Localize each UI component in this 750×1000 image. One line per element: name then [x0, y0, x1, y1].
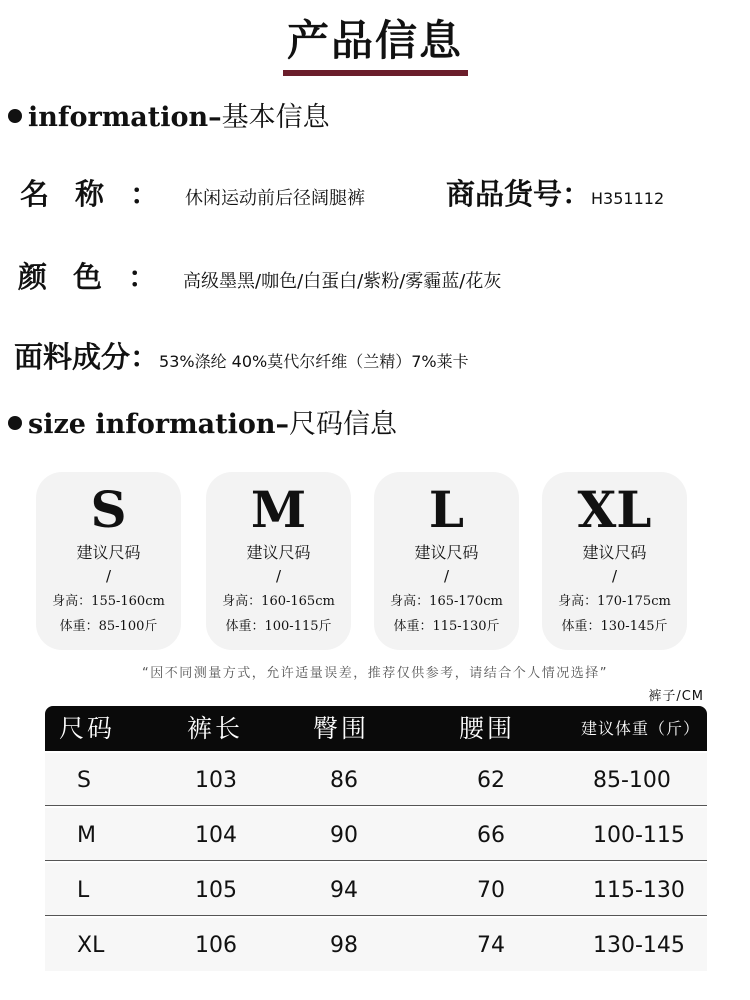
size-card-size: L: [428, 480, 465, 539]
section-size-cn: 尺码信息: [289, 409, 398, 440]
product-color-value: 高级墨黑/咖色/白蛋白/紫粉/雾霾蓝/花灰: [183, 271, 502, 292]
cell-weight: 100-115: [593, 823, 685, 848]
section-basic-dash: –: [208, 102, 222, 133]
table-header: [45, 706, 707, 751]
size-card-rec: 建议尺码: [582, 543, 647, 562]
product-color-row: [18, 255, 501, 296]
header-hip: 臀围: [313, 714, 370, 743]
size-card-l: [374, 472, 519, 650]
cell-weight: 85-100: [593, 768, 671, 793]
size-card-slash: /: [105, 567, 112, 585]
cell-waist: 62: [477, 768, 505, 793]
size-card-weight: 体重：100-115斤: [225, 619, 332, 634]
cell-hip: 98: [330, 933, 358, 958]
section-size-dash: –: [275, 409, 290, 440]
header-weight: 建议体重（斤）: [581, 719, 701, 738]
product-sku-row: [446, 172, 664, 213]
cell-size: S: [77, 768, 91, 793]
size-card-height: 身高：160-165cm: [222, 594, 335, 609]
product-fabric-row: [14, 335, 469, 376]
section-basic-info-heading: [8, 95, 330, 134]
size-card-height: 身高：165-170cm: [390, 594, 503, 609]
size-card-size: XL: [577, 480, 652, 539]
size-card-slash: /: [611, 567, 618, 585]
size-card-slash: /: [275, 567, 282, 585]
page-title: 产品信息: [286, 16, 463, 65]
header-size: 尺码: [59, 714, 116, 743]
size-card-xl: [542, 472, 687, 650]
bullet-icon: [8, 416, 22, 430]
size-card-weight: 体重：115-130斤: [393, 619, 500, 634]
cell-length: 104: [195, 823, 237, 848]
table-row: [45, 918, 707, 971]
table-row: [45, 753, 707, 806]
size-card-weight: 体重：130-145斤: [561, 619, 668, 634]
size-card-rec: 建议尺码: [76, 543, 141, 562]
cell-length: 106: [195, 933, 237, 958]
product-name-row: [20, 172, 365, 213]
cell-hip: 94: [330, 878, 358, 903]
bullet-icon: [8, 109, 22, 123]
table-row: [45, 808, 707, 861]
product-sku-label: 商品货号：: [446, 177, 592, 211]
unit-label: 裤子/CM: [648, 689, 704, 704]
cell-length: 103: [195, 768, 237, 793]
size-card-weight: 体重：85-100斤: [59, 619, 158, 634]
cell-size: M: [77, 823, 96, 848]
cell-length: 105: [195, 878, 237, 903]
size-card-height: 身高：170-175cm: [558, 594, 671, 609]
product-fabric-value: 53%涤纶 40%莫代尔纤维（兰精）7%莱卡: [159, 352, 469, 371]
size-card-m: [206, 472, 351, 650]
section-basic-en: information: [28, 102, 209, 133]
measurement-note: “因不同测量方式，允许适量误差，推荐仅供参考，请结合个人情况选择”: [142, 666, 608, 681]
size-card-size: M: [250, 480, 307, 539]
cell-weight: 130-145: [593, 933, 685, 958]
section-size-en: size information: [28, 409, 276, 440]
size-card-size: S: [90, 480, 127, 539]
product-name-value: 休闲运动前后径阔腿裤: [185, 188, 366, 209]
size-card-slash: /: [443, 567, 450, 585]
header-waist: 腰围: [459, 714, 516, 743]
cell-hip: 86: [330, 768, 358, 793]
cell-weight: 115-130: [593, 878, 685, 903]
product-fabric-label: 面料成分：: [14, 340, 160, 374]
section-size-info-heading: [8, 402, 397, 441]
product-sku-value: H351112: [591, 189, 665, 208]
cell-size: XL: [77, 933, 105, 958]
size-card-rec: 建议尺码: [414, 543, 479, 562]
section-basic-cn: 基本信息: [221, 102, 330, 133]
size-table: [45, 706, 707, 971]
cell-hip: 90: [330, 823, 358, 848]
size-card-s: [36, 472, 181, 650]
product-color-label: 颜色：: [18, 260, 184, 294]
table-row: [45, 863, 707, 916]
cell-size: L: [77, 878, 90, 903]
cell-waist: 66: [477, 823, 505, 848]
cell-waist: 74: [477, 933, 505, 958]
title-underline: [283, 70, 468, 76]
product-name-label: 名称：: [20, 177, 186, 211]
cell-waist: 70: [477, 878, 505, 903]
header-length: 裤长: [187, 714, 244, 743]
size-card-rec: 建议尺码: [246, 543, 311, 562]
size-card-height: 身高：155-160cm: [52, 594, 165, 609]
